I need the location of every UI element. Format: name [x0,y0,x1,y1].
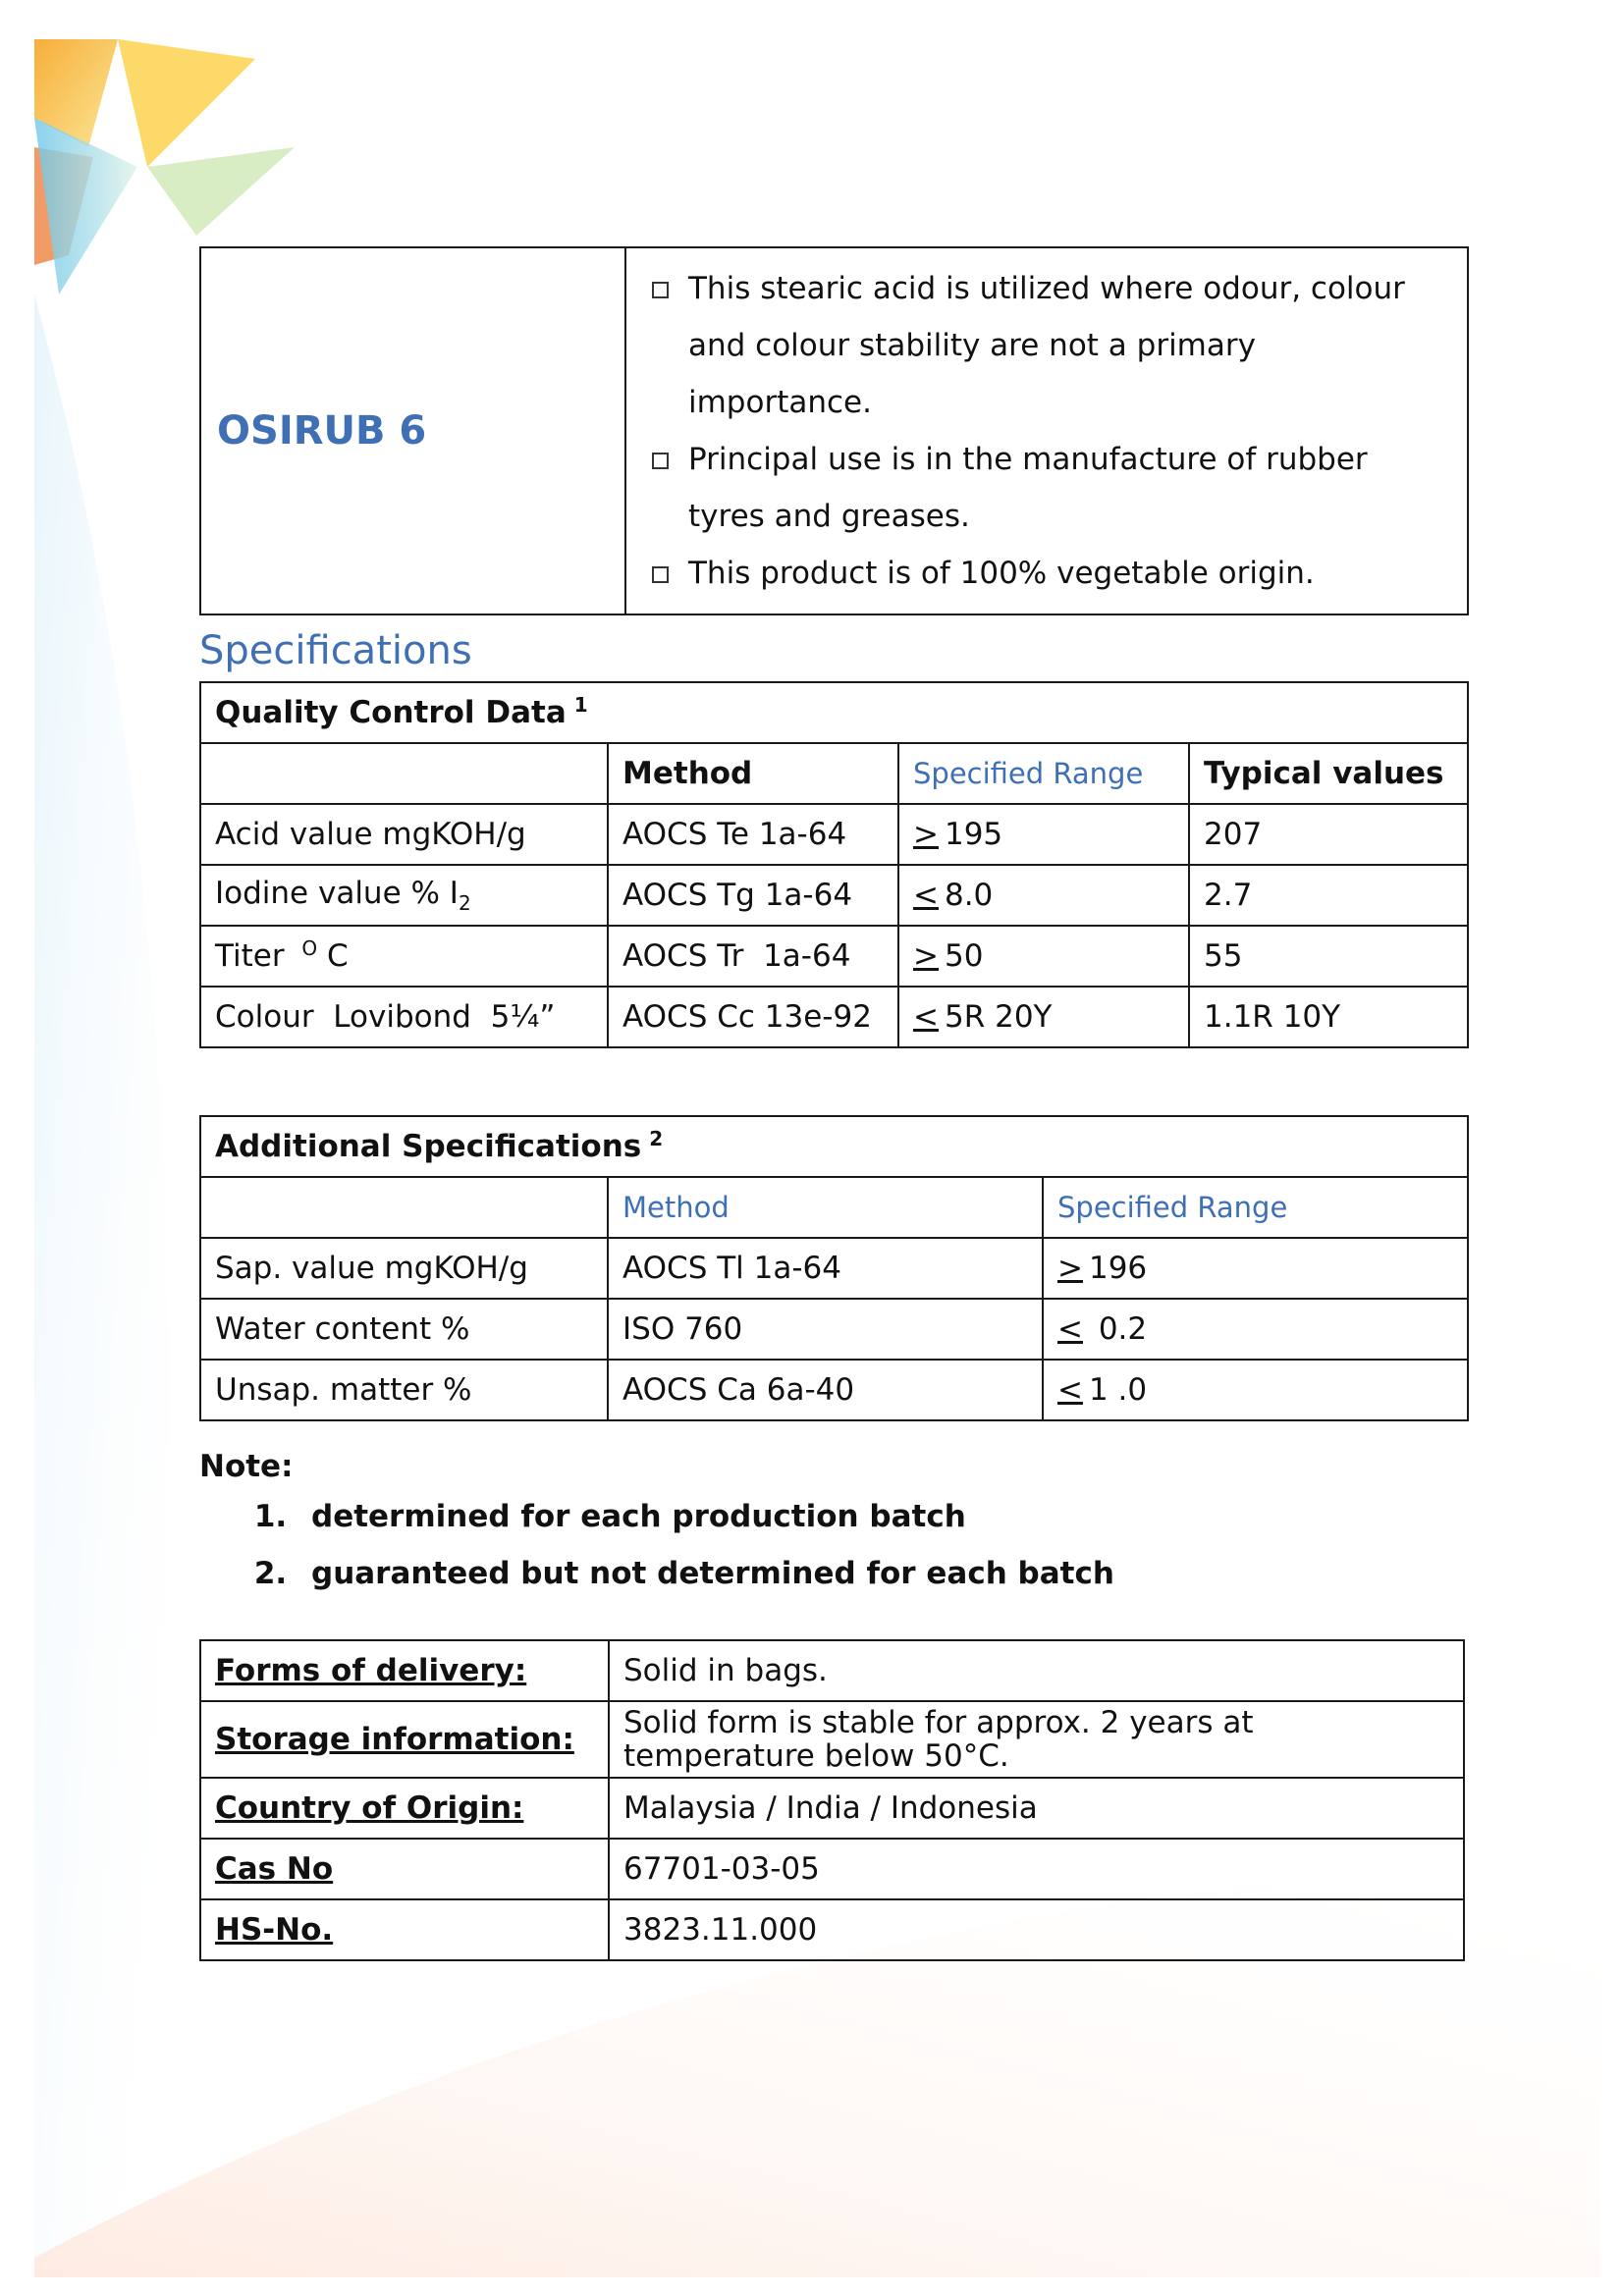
product-summary-table [199,246,1469,615]
param-cell: Unsap. matter % [200,1360,608,1420]
table-title-text: Quality Control Data [215,695,567,730]
typical-cell: 2.7 [1189,865,1468,926]
range-value: 8.0 [944,878,994,913]
range-symbol: < [1057,1372,1083,1408]
param-unit: C [317,938,349,974]
method-cell: AOCS Te 1a-64 [608,804,898,865]
info-label: Storage information: [200,1701,609,1778]
table-title-row [200,1116,1468,1177]
note-item: 2. guaranteed but not determined for each batch [298,1545,1114,1602]
footnote-marker: 2 [649,1127,664,1150]
range-value: 0.2 [1088,1311,1148,1347]
info-row [200,1899,1464,1960]
method-cell: AOCS Tl 1a-64 [608,1238,1043,1299]
table-title-text: Additional Specifications [215,1129,642,1164]
table-header-row [200,743,1468,804]
bullet-text: Principal use is in the manufacture of rubber tyres and greases. [688,442,1368,534]
info-row [200,1701,1464,1778]
info-label: Cas No [200,1839,609,1899]
product-description-cell [625,247,1468,614]
header-cell [200,1177,608,1238]
param-superscript: O [301,936,318,960]
typical-cell: 55 [1189,926,1468,987]
info-value: Solid in bags. [609,1640,1464,1701]
range-value: 195 [944,817,1003,852]
info-value: Solid form is stable for approx. 2 years at temperature below 50°C. [609,1701,1464,1778]
table-title [200,682,1468,743]
param-cell: Sap. value mgKOH/g [200,1238,608,1299]
additional-specifications-table [199,1115,1469,1421]
range-cell [898,865,1189,926]
method-cell: ISO 760 [608,1299,1043,1360]
table-row [200,865,1468,926]
typical-cell: 1.1R 10Y [1189,987,1468,1047]
table-header-row [200,1177,1468,1238]
range-symbol: > [913,938,939,974]
info-row [200,1839,1464,1899]
range-symbol: < [913,878,939,913]
info-row [200,1640,1464,1701]
header-cell: Method [608,1177,1043,1238]
info-value: 3823.11.000 [609,1899,1464,1960]
range-cell [898,987,1189,1047]
range-value: 196 [1088,1251,1148,1286]
table-row [200,1238,1468,1299]
bullet-text: This stearic acid is utilized where odour, colour and colour stability are not a primary importance. [688,271,1405,420]
param-cell: Water content % [200,1299,608,1360]
header-cell: Method [608,743,898,804]
product-bullet [646,260,1447,431]
param-text: Titer [215,938,295,974]
header-cell: Typical values [1189,743,1468,804]
table-title [200,1116,1468,1177]
notes-section [199,1449,1114,1602]
range-value: 5R 20Y [944,999,1053,1035]
range-cell [1043,1299,1468,1360]
header-cell [200,743,608,804]
range-symbol: > [1057,1251,1083,1286]
product-name: OSIRUB 6 [217,408,427,454]
range-value: 50 [944,938,984,974]
table-title-row [200,682,1468,743]
info-value: Malaysia / India / Indonesia [609,1778,1464,1839]
notes-label: Note: [199,1449,294,1484]
info-label: Country of Origin: [200,1778,609,1839]
note-item: 1. determined for each production batch [298,1488,1114,1545]
specifications-heading: Specifications [199,628,472,673]
info-value: 67701-03-05 [609,1839,1464,1899]
info-label: HS-No. [200,1899,609,1960]
method-cell: AOCS Ca 6a-40 [608,1360,1043,1420]
param-cell [200,926,608,987]
notes-list [199,1488,1114,1602]
table-row [200,1360,1468,1420]
param-cell: Acid value mgKOH/g [200,804,608,865]
range-symbol: > [913,817,939,852]
product-summary-row [200,247,1468,614]
product-bullet [646,431,1447,545]
quality-control-table [199,681,1469,1048]
bullet-text: This product is of 100% vegetable origin. [688,556,1315,591]
table-row [200,987,1468,1047]
table-row [200,1299,1468,1360]
bullet-square-icon [652,453,669,469]
product-bullet [646,545,1447,602]
table-row [200,926,1468,987]
footnote-marker: 1 [573,693,588,717]
product-info-table [199,1639,1465,1961]
info-label: Forms of delivery: [200,1640,609,1701]
range-cell [1043,1360,1468,1420]
range-cell [1043,1238,1468,1299]
method-cell: AOCS Tg 1a-64 [608,865,898,926]
bullet-square-icon [652,282,669,298]
range-cell [898,804,1189,865]
range-value: 1 .0 [1088,1372,1148,1408]
product-name-cell [200,247,625,614]
param-cell: Colour Lovibond 5¼” [200,987,608,1047]
bullet-square-icon [652,566,669,583]
method-cell: AOCS Cc 13e-92 [608,987,898,1047]
header-cell: Specified Range [898,743,1189,804]
param-text: Iodine value % I [215,875,459,911]
range-cell [898,926,1189,987]
param-subscript: 2 [458,891,471,916]
table-row [200,804,1468,865]
header-cell: Specified Range [1043,1177,1468,1238]
range-symbol: < [913,999,939,1035]
method-cell: AOCS Tr 1a-64 [608,926,898,987]
info-row [200,1778,1464,1839]
range-symbol: < [1057,1311,1083,1347]
typical-cell: 207 [1189,804,1468,865]
param-cell [200,865,608,926]
